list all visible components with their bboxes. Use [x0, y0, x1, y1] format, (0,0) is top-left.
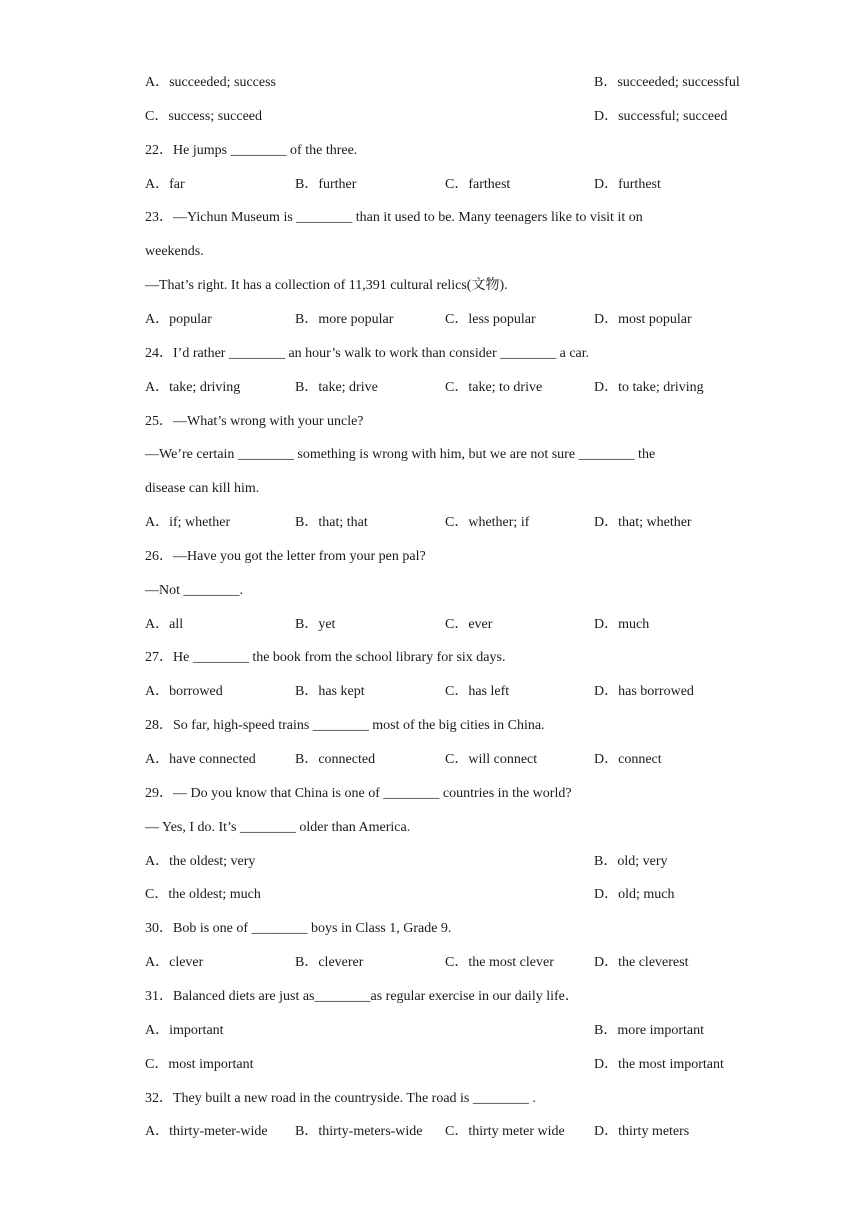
- answer-option: D．much: [594, 617, 650, 632]
- question-text: 23．—Yichun Museum is ________ than it used to be. Many teenagers like to visit it on: [145, 210, 643, 225]
- answer-option: D．thirty meters: [594, 1124, 690, 1139]
- answer-option: B．succeeded; successful: [594, 75, 740, 90]
- answer-option: C．the most clever: [445, 955, 554, 970]
- answer-option: D．has borrowed: [594, 684, 694, 699]
- answer-option: A．take; driving: [145, 380, 241, 395]
- answer-option: A．clever: [145, 955, 204, 970]
- answer-option: D．successful; succeed: [594, 109, 728, 124]
- answer-option: B．further: [295, 177, 357, 192]
- answer-option: A．the oldest; very: [145, 854, 256, 869]
- question-text: 25．—What’s wrong with your uncle?: [145, 414, 364, 429]
- answer-option: A．succeeded; success: [145, 75, 277, 90]
- answer-option: A．thirty-meter-wide: [145, 1124, 268, 1139]
- answer-option: D．the cleverest: [594, 955, 689, 970]
- answer-option: D．connect: [594, 752, 662, 767]
- question-text: 24．I’d rather ________ an hour’s walk to work than consider ________ a car.: [145, 346, 590, 361]
- answer-option: C．will connect: [445, 752, 538, 767]
- answer-option: B．more important: [594, 1023, 705, 1038]
- answer-option: B．that; that: [295, 515, 368, 530]
- answer-option: C．the oldest; much: [145, 887, 261, 902]
- question-text: —Not ________.: [145, 583, 243, 598]
- question-text: 32．They built a new road in the countryside. The road is ________ .: [145, 1091, 536, 1106]
- answer-option: C．success; succeed: [145, 109, 263, 124]
- answer-option: D．furthest: [594, 177, 661, 192]
- question-text: 31．Balanced diets are just as________as regular exercise in our daily life．: [145, 989, 579, 1004]
- answer-option: B．connected: [295, 752, 376, 767]
- answer-option: D．old; much: [594, 887, 675, 902]
- answer-option: B．thirty-meters-wide: [295, 1124, 423, 1139]
- answer-option: D．to take; driving: [594, 380, 704, 395]
- answer-option: D．the most important: [594, 1057, 724, 1072]
- answer-option: A．important: [145, 1023, 224, 1038]
- answer-option: B．more popular: [295, 312, 394, 327]
- answer-option: B．cleverer: [295, 955, 364, 970]
- question-text: weekends.: [145, 244, 204, 259]
- question-text: — Yes, I do. It’s ________ older than America.: [145, 820, 411, 835]
- answer-option: A．far: [145, 177, 185, 192]
- question-text: 22．He jumps ________ of the three.: [145, 143, 358, 158]
- answer-option: C．less popular: [445, 312, 536, 327]
- answer-option: B．take; drive: [295, 380, 378, 395]
- answer-option: C．take; to drive: [445, 380, 543, 395]
- answer-option: A．borrowed: [145, 684, 223, 699]
- answer-option: D．most popular: [594, 312, 692, 327]
- question-text: 30．Bob is one of ________ boys in Class 1, Grade 9.: [145, 921, 452, 936]
- answer-option: B．has kept: [295, 684, 365, 699]
- question-text: 28．So far, high-speed trains ________ most of the big cities in China.: [145, 718, 545, 733]
- answer-option: A．if; whether: [145, 515, 231, 530]
- question-text: —That’s right. It has a collection of 11,391 cultural relics(文物).: [145, 278, 508, 293]
- answer-option: D．that; whether: [594, 515, 692, 530]
- question-text: 26．—Have you got the letter from your pen pal?: [145, 549, 426, 564]
- question-text: 27．He ________ the book from the school library for six days.: [145, 650, 506, 665]
- answer-option: C．thirty meter wide: [445, 1124, 565, 1139]
- answer-option: A．all: [145, 617, 184, 632]
- question-text: disease can kill him.: [145, 481, 260, 496]
- answer-option: C．farthest: [445, 177, 511, 192]
- answer-option: B．yet: [295, 617, 336, 632]
- question-text: —We’re certain ________ something is wrong with him, but we are not sure ________ the: [145, 447, 656, 462]
- answer-option: B．old; very: [594, 854, 668, 869]
- answer-option: C．most important: [145, 1057, 254, 1072]
- answer-option: C．has left: [445, 684, 510, 699]
- answer-option: C．whether; if: [445, 515, 530, 530]
- answer-option: A．have connected: [145, 752, 256, 767]
- question-text: 29．— Do you know that China is one of ________ countries in the world?: [145, 786, 572, 801]
- answer-option: A．popular: [145, 312, 212, 327]
- answer-option: C．ever: [445, 617, 493, 632]
